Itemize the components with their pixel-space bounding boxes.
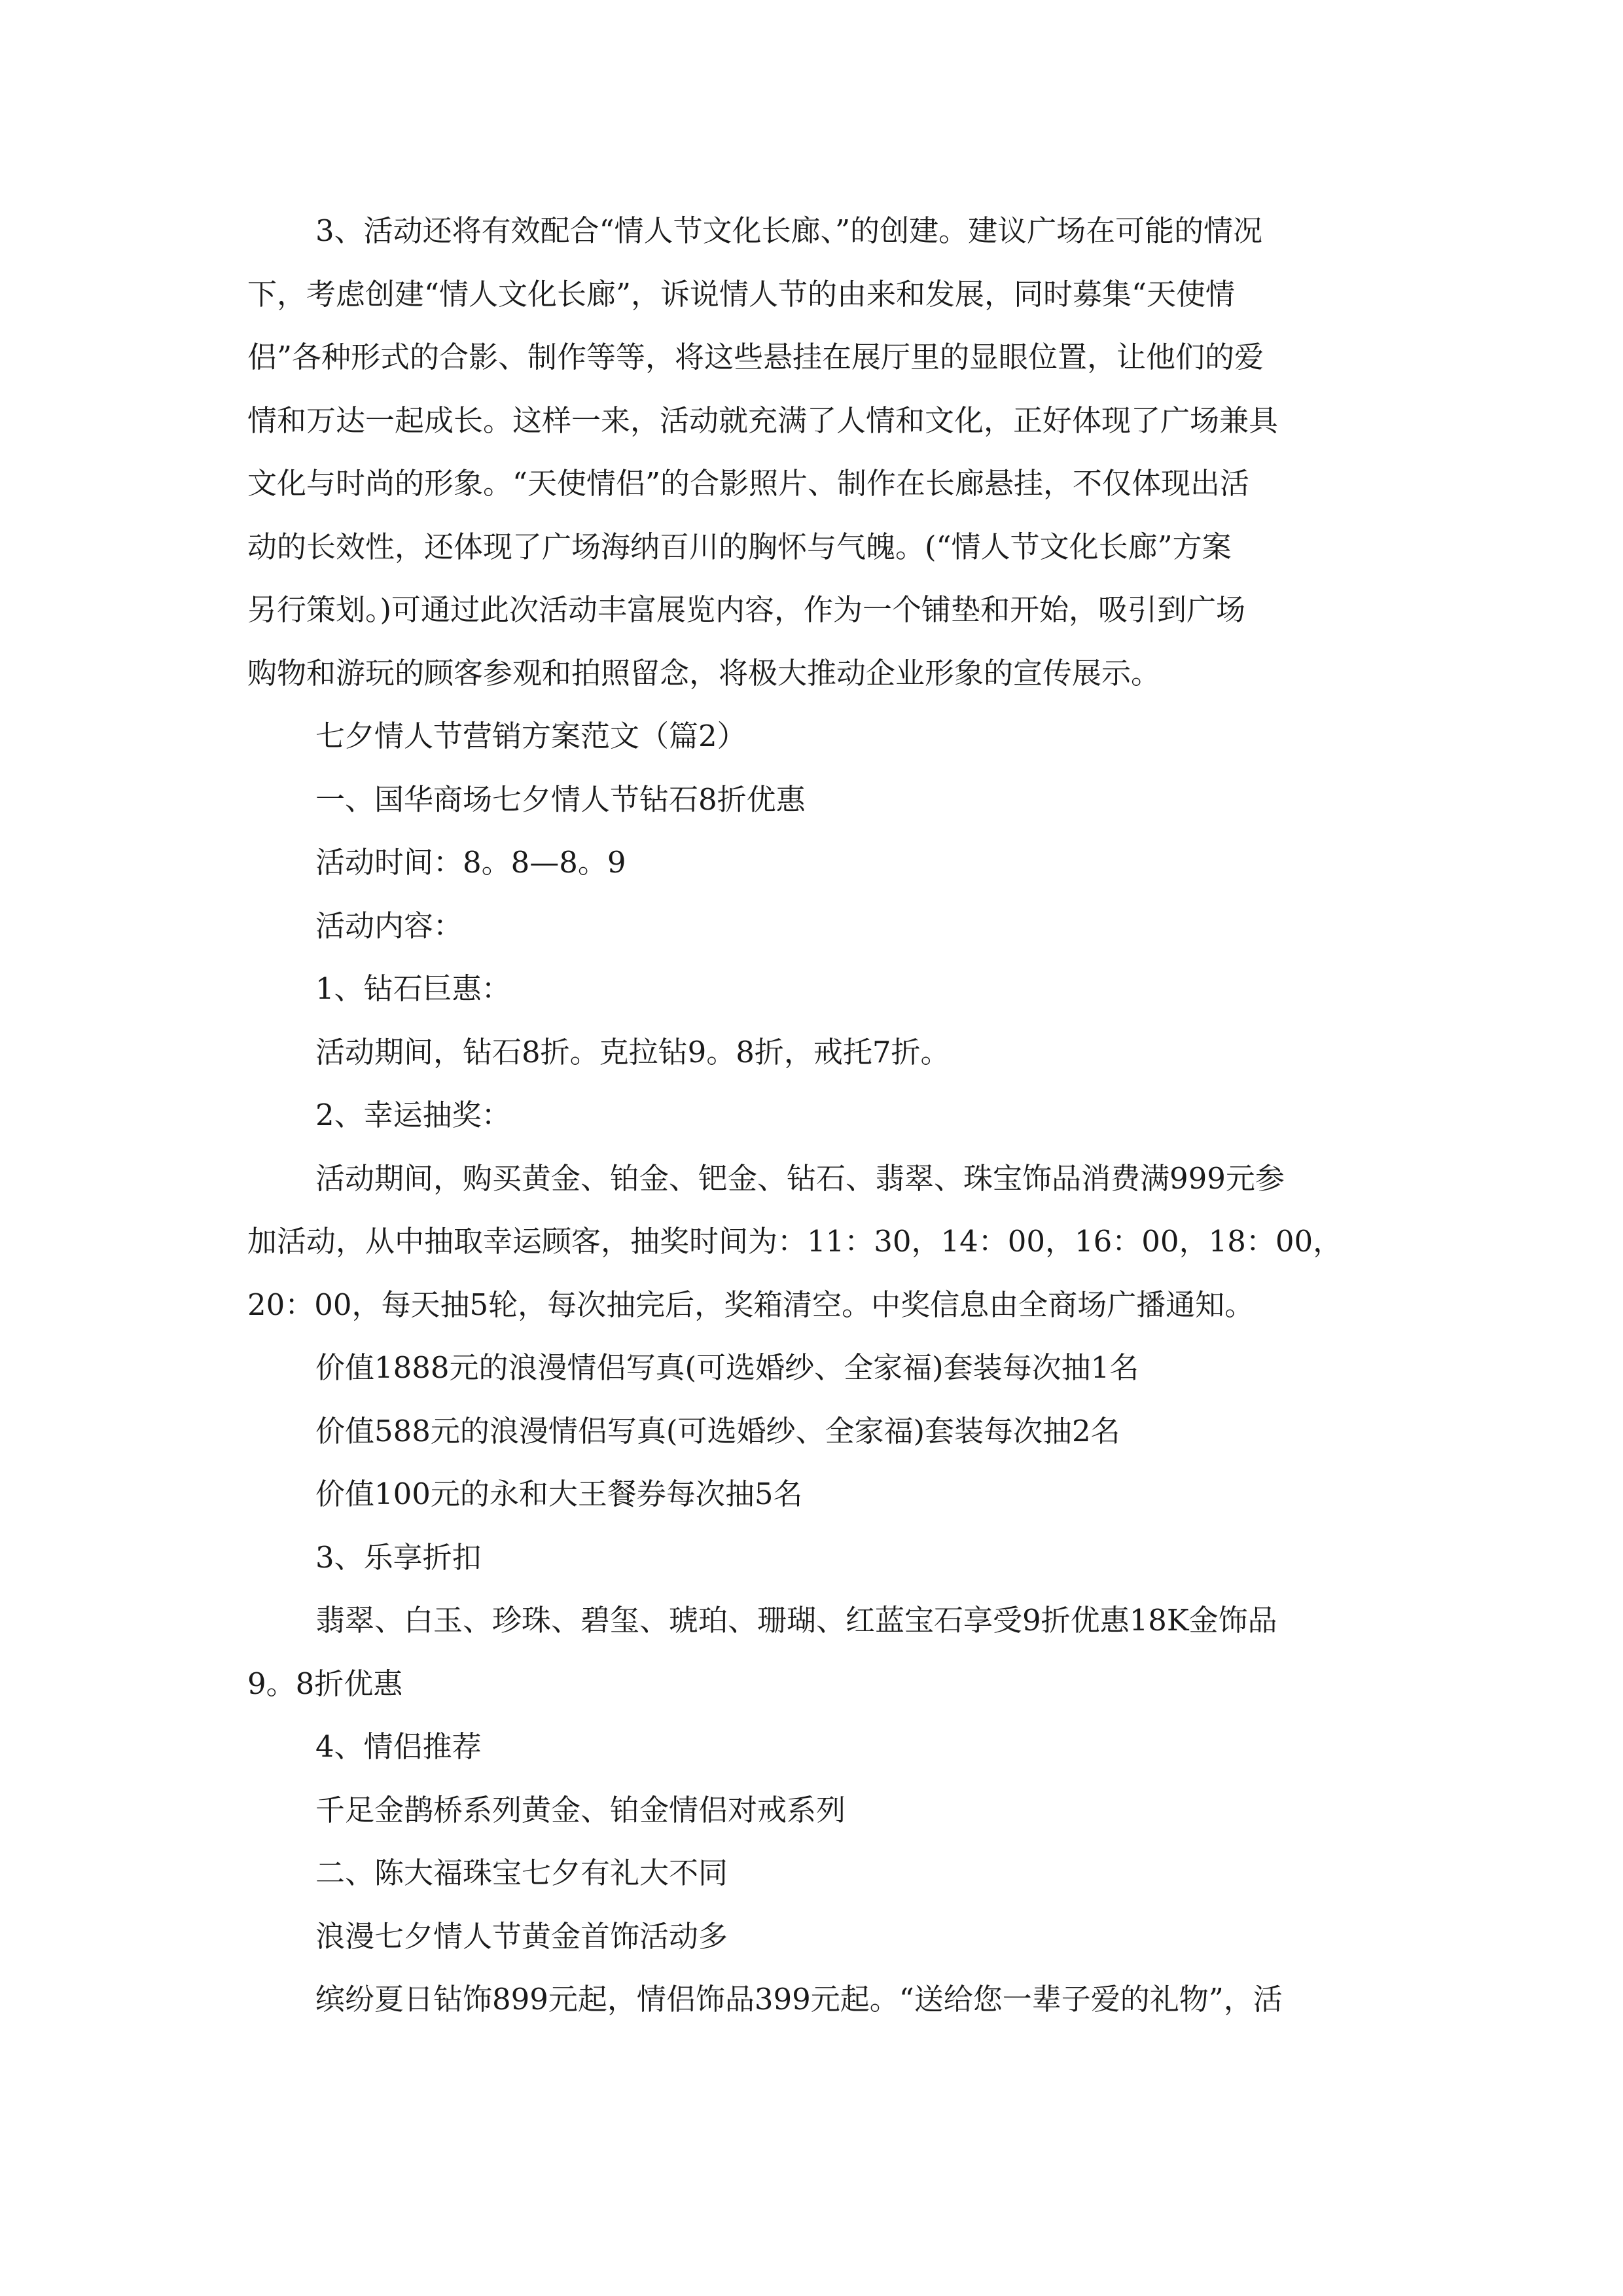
paragraph-line: 一、国华商场七夕情人节钻石8折优惠 [315, 781, 806, 817]
paragraph-line: 4、情侣推荐 [315, 1729, 482, 1764]
paragraph-line: 千足金鹊桥系列黄金、铂金情侣对戒系列 [315, 1792, 846, 1827]
paragraph-line: 二、陈大福珠宝七夕有礼大不同 [315, 1856, 728, 1890]
paragraph-line: 加活动，从中抽取幸运顾客，抽奖时间为：11：30，14：00，16：00，18：00， [247, 1224, 1343, 1259]
paragraph-line: 下，考虑创建“情人文化长廊”，诉说情人节的由来和发展，同时募集“天使情 [247, 276, 1236, 312]
paragraph-line: 文化与时尚的形象。“天使情侣”的合影照片、制作在长廊悬挂，不仅体现出活 [247, 466, 1250, 501]
paragraph-line: 翡翠、白玉、珍珠、碧玺、琥珀、珊瑚、红蓝宝石享受9折优惠18K金饰品 [315, 1603, 1277, 1638]
paragraph-line: 活动时间：8。8—8。9 [315, 845, 626, 880]
paragraph-line: 价值588元的浪漫情侣写真(可选婚纱、全家福)套装每次抽2名 [315, 1413, 1120, 1448]
paragraph-line: 20：00，每天抽5轮，每次抽完后，奖箱清空。中奖信息由全商场广播通知。 [247, 1287, 1255, 1322]
paragraph-line: 3、活动还将有效配合“情人节文化长廊、”的创建。建议广场在可能的情况 [315, 213, 1263, 248]
paragraph-line: 价值100元的永和大王餐券每次抽5名 [315, 1477, 803, 1511]
paragraph-line: 购物和游玩的顾客参观和拍照留念，将极大推动企业形象的宣传展示。 [247, 655, 1161, 691]
paragraph-line: 浪漫七夕情人节黄金首饰活动多 [315, 1918, 728, 1954]
paragraph-line: 缤纷夏日钻饰899元起，情侣饰品399元起。“送给您一辈子爱的礼物”，活 [315, 1982, 1283, 2017]
paragraph-line: 价值1888元的浪漫情侣写真(可选婚纱、全家福)套装每次抽1名 [315, 1350, 1139, 1385]
paragraph-line: 动的长效性，还体现了广场海纳百川的胸怀与气魄。(“情人节文化长廊”方案 [247, 529, 1232, 564]
paragraph-line: 1、钻石巨惠： [315, 971, 511, 1006]
paragraph-line: 七夕情人节营销方案范文（篇2） [315, 719, 747, 753]
paragraph-line: 情和万达一起成长。这样一来，活动就充满了人情和文化，正好体现了广场兼具 [247, 403, 1279, 438]
paragraph-line: 侣”各种形式的合影、制作等等，将这些悬挂在展厅里的显眼位置，让他们的爱 [247, 340, 1264, 374]
paragraph-line: 2、幸运抽奖： [315, 1098, 511, 1132]
document-body [247, 200, 1376, 2032]
paragraph-line: 3、乐享折扣 [315, 1539, 482, 1575]
paragraph-line: 9。8折优惠 [247, 1666, 403, 1701]
paragraph-line: 活动内容： [315, 908, 463, 943]
paragraph-line: 活动期间，钻石8折。克拉钻9。8折，戒托7折。 [315, 1034, 950, 1069]
paragraph-line: 另行策划。)可通过此次活动丰富展览内容，作为一个铺垫和开始，吸引到广场 [247, 592, 1246, 627]
paragraph-line: 活动期间，购买黄金、铂金、钯金、钻石、翡翠、珠宝饰品消费满999元参 [315, 1160, 1285, 1196]
